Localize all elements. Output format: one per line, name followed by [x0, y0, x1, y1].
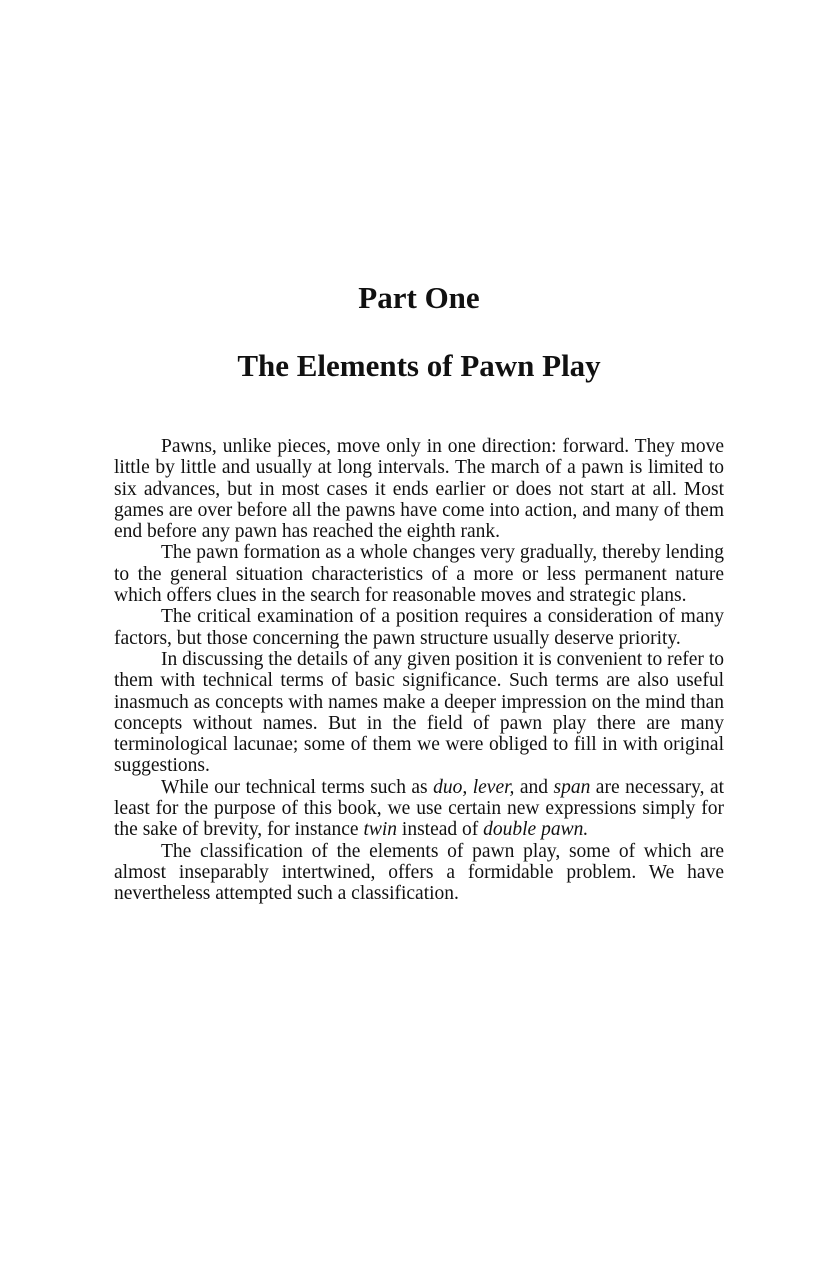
paragraph-5	[114, 777, 724, 841]
term-duo: duo,	[433, 776, 468, 798]
paragraph-6: The classification of the elements of pawn play, some of which are almost inseparably intertwined, offers a formidable problem. We have nevertheless attempted such a classification.	[114, 840, 724, 905]
paragraph-3: The critical examination of a position requires a consideration of many factors, but those concerning the pawn structure usually deserve priority.	[114, 606, 724, 649]
term-lever: lever,	[472, 776, 515, 798]
paragraph-4: In discussing the details of any given position it is convenient to refer to them with technical terms of basic significance. Such terms are also useful inasmuch as concepts with names make a deeper impression on the mind than concepts without names. But in the field of pawn play there are many terminological lacunae; some of them we were obliged to fill in with original suggestions.	[114, 648, 724, 777]
part-title: Part One	[358, 280, 480, 315]
chapter-title: The Elements of Pawn Play	[237, 348, 601, 383]
paragraph-5-text-3: and	[514, 776, 554, 798]
body-text	[114, 436, 724, 905]
paragraph-1: Pawns, unlike pieces, move only in one direction: forward. They move little by little and usually at long intervals. The march of a pawn is limited to six advances, but in most cases it ends earlier or does not start at all. Most games are over before all the pawns have come into action, and many of them end before any pawn has reached the eighth rank.	[114, 436, 724, 543]
paragraph-5-text-1: While our technical terms such as	[161, 776, 434, 798]
paragraph-5-text-5: instead of	[397, 819, 484, 841]
paragraph-5-text-4: are necessary, at least for the purpose of this book, we use certain new expressions simply for the sake of brevity, for instance	[114, 776, 725, 841]
term-twin: twin	[363, 819, 398, 841]
paragraph-2: The pawn formation as a whole changes very gradually, thereby lending to the general situation characteristics of a more or less permanent nature which offers clues in the search for reasonable moves and strategic plans.	[114, 542, 724, 607]
term-span: span	[553, 776, 591, 798]
term-double-pawn: double pawn.	[483, 819, 589, 841]
